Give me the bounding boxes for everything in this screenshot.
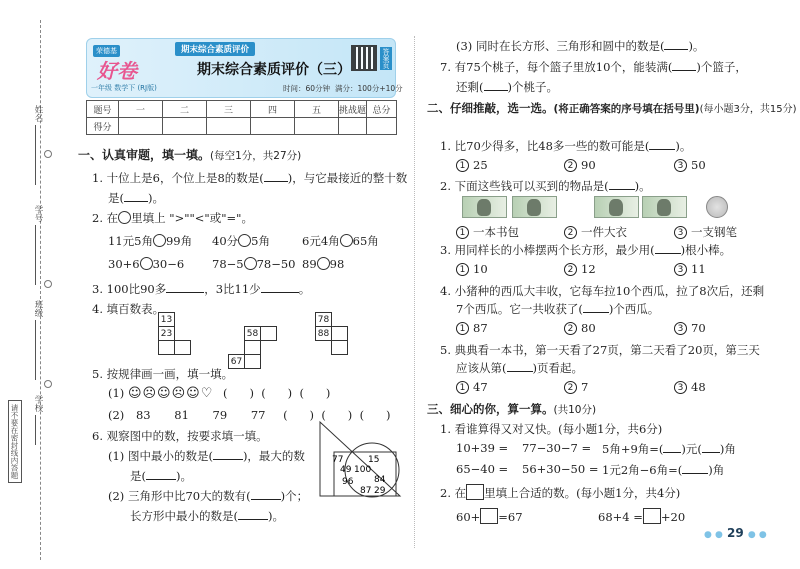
answer-blank[interactable] xyxy=(649,149,675,150)
option[interactable]: 2 80 xyxy=(564,321,596,335)
answer-blank[interactable] xyxy=(663,452,681,453)
score-cell[interactable] xyxy=(207,118,251,135)
option[interactable]: 2 12 xyxy=(564,262,596,276)
score-header: 二 xyxy=(163,101,207,118)
q1-2: 2. 在 里填上 ">""<"或"="。 xyxy=(92,211,253,225)
pattern-1: (1) ☺☹☺☹☺♡ ( ) ( ) ( ) xyxy=(108,386,331,401)
grid-cell: 88 xyxy=(316,327,332,341)
score-cell[interactable] xyxy=(163,118,207,135)
score-row-label: 得分 xyxy=(87,118,119,135)
hundred-chart-2 xyxy=(228,326,277,369)
face-pattern-icon: ☺☹☺☹☺♡ xyxy=(127,386,214,401)
class-line xyxy=(35,320,36,380)
q1-6-1: (1) 图中最小的数是( )，最大的数 xyxy=(108,449,305,463)
answer-blank[interactable] xyxy=(261,292,299,293)
option[interactable]: 1 一本书包 xyxy=(456,224,519,240)
seal-notice: 请不要在密封线内答题 xyxy=(8,400,22,483)
answer-blank[interactable] xyxy=(251,499,281,500)
venn-figure xyxy=(316,418,406,500)
hole-circle xyxy=(44,280,52,288)
section-3-title: 三、细心的你，算一算。(共10分) xyxy=(427,402,597,416)
compare-row-2: 78−5 78−50 xyxy=(212,257,296,271)
fill-eq-1: 60+ =67 xyxy=(456,510,523,524)
class-label: 班级 xyxy=(33,300,43,317)
page-number: ● ● 29 ● ● xyxy=(704,526,767,540)
q1-1-cont: 是( )。 xyxy=(108,191,164,205)
q1-7-cont: 还剩( )个桃子。 xyxy=(456,80,558,94)
answer-blank[interactable] xyxy=(609,189,635,190)
option[interactable]: 1 47 xyxy=(456,380,488,394)
grid-cell: 67 xyxy=(229,355,245,369)
grid-cell: 13 xyxy=(159,313,175,327)
score-header: 挑战题 xyxy=(339,101,367,118)
answer-blank[interactable] xyxy=(484,90,508,91)
hole-circle xyxy=(44,380,52,388)
q1-4: 4. 填百数表。 xyxy=(92,302,165,316)
score-table xyxy=(86,100,397,135)
answer-blank[interactable] xyxy=(682,473,708,474)
q1-3: 3. 100比90多 ，3比11少 。 xyxy=(92,282,311,296)
answer-blank[interactable] xyxy=(146,479,176,480)
fig-number: 15 xyxy=(368,455,380,465)
grid-cell-blank[interactable] xyxy=(261,327,277,341)
answer-box[interactable] xyxy=(466,484,484,500)
answer-blank[interactable] xyxy=(507,371,533,372)
grid-cell: 78 xyxy=(316,313,332,327)
coin-icon xyxy=(706,196,728,218)
score-cell[interactable] xyxy=(251,118,295,135)
compare-row-2: 89 98 xyxy=(302,257,345,271)
option[interactable]: 3 50 xyxy=(674,158,706,172)
section-1-title: 一、认真审题，填一填。(每空1分，共27分) xyxy=(78,148,302,162)
q1-6-2-cont: 长方形中最小的数是( )。 xyxy=(130,509,284,523)
series-tab: 期末综合素质评价 xyxy=(175,42,255,56)
compare-circle[interactable] xyxy=(244,257,257,270)
option[interactable]: 1 25 xyxy=(456,158,488,172)
banknote-icon xyxy=(462,196,507,218)
q1-5: 5. 按规律画一画，填一填。 xyxy=(92,367,234,381)
answer-blank[interactable] xyxy=(655,253,681,254)
choice-q4-cont: 7个西瓜。它一共收获了( )个西瓜。 xyxy=(456,302,660,316)
q1-6: 6. 观察图中的数，按要求填一填。 xyxy=(92,429,268,443)
q1-6-3: (3) 同时在长方形、三角形和圆中的数是( )。 xyxy=(456,39,705,53)
choice-q3: 3. 用同样长的小棒摆两个长方形，最少用( )根小棒。 xyxy=(440,243,732,257)
answer-blank[interactable] xyxy=(672,70,696,71)
q1-1: 1. 十位上是6，个位上是8的数是( )，与它最接近的整十数 xyxy=(92,171,408,185)
option[interactable]: 3 11 xyxy=(674,262,706,276)
fig-number: 100 xyxy=(354,465,372,475)
choice-q1: 1. 比70少得多，比48多一些的数可能是( )。 xyxy=(440,139,692,153)
calc-q1: 1. 看谁算得又对又快。(每小题1分，共6分) xyxy=(440,422,663,436)
q1-6-1-cont: 是( )。 xyxy=(130,469,192,483)
logo-tag: 荣德基 xyxy=(93,45,120,57)
banknote-icon xyxy=(512,196,557,218)
answer-blank[interactable] xyxy=(264,181,288,182)
choice-q4: 4. 小猪种的西瓜大丰收，它每车拉10个西瓜，拉了8次后，还剩 xyxy=(440,284,765,298)
section-2-title: 二、仔细推敲，选一选。(将正确答案的序号填在括号里)(每小题3分，共15分) xyxy=(427,101,797,115)
compare-circle[interactable] xyxy=(118,211,131,224)
score-cell[interactable] xyxy=(295,118,339,135)
grade-line: 一年级 数学下 (RJ版) xyxy=(91,84,157,92)
score-header: 三 xyxy=(207,101,251,118)
compare-circle[interactable] xyxy=(317,257,330,270)
grid-cell-blank[interactable] xyxy=(332,327,348,341)
fig-number: 49 xyxy=(340,465,352,475)
banknote-icon xyxy=(594,196,639,218)
answer-blank[interactable] xyxy=(238,519,268,520)
compare-circle[interactable] xyxy=(340,234,353,247)
option[interactable]: 2 一件大衣 xyxy=(564,224,627,240)
logo: 好卷 xyxy=(97,59,137,83)
answer-blank[interactable] xyxy=(213,459,243,460)
answer-blank[interactable] xyxy=(583,312,609,313)
option[interactable]: 3 48 xyxy=(674,380,706,394)
score-cell[interactable] xyxy=(119,118,163,135)
header-banner xyxy=(86,38,403,98)
full-score: 满分：100分+10分 xyxy=(335,84,403,93)
option[interactable]: 1 87 xyxy=(456,321,488,335)
fig-number: 29 xyxy=(374,486,386,496)
school-line xyxy=(35,415,36,445)
compare-row-2: 30+6 30−6 xyxy=(108,257,185,271)
grid-cell: 23 xyxy=(159,327,175,341)
score-header: 一 xyxy=(119,101,163,118)
score-header: 五 xyxy=(295,101,339,118)
name-label: 姓名 xyxy=(33,105,43,122)
option[interactable]: 1 10 xyxy=(456,262,488,276)
option[interactable]: 3 70 xyxy=(674,321,706,335)
q1-6-2: (2) 三角形中比70大的数有( )个； xyxy=(108,489,309,503)
compare-circle[interactable] xyxy=(140,257,153,270)
answer-box[interactable] xyxy=(643,508,661,524)
compare-row-1: 6元4角 65角 xyxy=(302,234,379,248)
choice-q5: 5. 典典看一本书，第一天看了27页，第二天看了20页，第三天 xyxy=(440,343,760,357)
page-title: 期末综合素质评价（三） xyxy=(197,62,351,78)
column-divider xyxy=(414,36,415,548)
option[interactable]: 2 90 xyxy=(564,158,596,172)
compare-circle[interactable] xyxy=(238,234,251,247)
compare-circle[interactable] xyxy=(153,234,166,247)
answer-box[interactable] xyxy=(480,508,498,524)
pattern-2: (2) 83 81 79 77 ( ) ( ) ( ) xyxy=(108,408,391,422)
banknote-icon xyxy=(642,196,687,218)
id-label: 学号 xyxy=(33,205,43,222)
grid-cell-blank[interactable] xyxy=(245,341,261,355)
compare-row-1: 11元5角 99角 xyxy=(108,234,193,248)
compare-row-1: 40分 5角 xyxy=(212,234,270,248)
grid-cell-blank[interactable] xyxy=(175,341,191,355)
answer-blank[interactable] xyxy=(664,49,688,50)
fill-eq-2: 68+4 = +20 xyxy=(598,510,686,524)
qr-code-icon xyxy=(351,45,377,71)
qr-label: 答案页 xyxy=(382,48,390,69)
answer-blank[interactable] xyxy=(702,452,720,453)
score-cell[interactable] xyxy=(367,118,397,135)
fig-number: 96 xyxy=(342,477,354,487)
score-header: 题号 xyxy=(87,101,119,118)
option[interactable]: 3 一支钢笔 xyxy=(674,224,737,240)
grid-cell-blank[interactable] xyxy=(332,341,348,355)
seal-line xyxy=(40,20,41,560)
answer-blank[interactable] xyxy=(124,201,148,202)
hundred-chart-1 xyxy=(158,312,191,355)
calc-q2: 2. 在 里填上合适的数。(每小题1分，共4分) xyxy=(440,486,681,500)
score-cell[interactable] xyxy=(339,118,367,135)
fig-number: 84 xyxy=(374,475,386,485)
choice-q2: 2. 下面这些钱可以买到的物品是( )。 xyxy=(440,179,651,193)
hole-circle xyxy=(44,150,52,158)
option[interactable]: 2 7 xyxy=(564,380,588,394)
time-limit: 时间：60分钟 xyxy=(283,84,331,93)
q1-7: 7. 有75个桃子，每个篮子里放10个，能装满( )个篮子， xyxy=(440,60,747,74)
score-header: 四 xyxy=(251,101,295,118)
hundred-chart-3 xyxy=(315,312,348,355)
grid-cell-blank[interactable] xyxy=(245,355,261,369)
fig-number: 77 xyxy=(332,455,344,465)
score-header: 总分 xyxy=(367,101,397,118)
name-line xyxy=(35,125,36,185)
grid-cell: 58 xyxy=(245,327,261,341)
answer-blank[interactable] xyxy=(166,292,204,293)
choice-q5-cont: 应该从第( )页看起。 xyxy=(456,361,583,375)
fig-number: 87 xyxy=(360,486,372,496)
grid-cell-blank[interactable] xyxy=(159,341,175,355)
id-line xyxy=(35,225,36,285)
binding-strip xyxy=(0,0,60,569)
school-label: 学校 xyxy=(33,395,43,412)
